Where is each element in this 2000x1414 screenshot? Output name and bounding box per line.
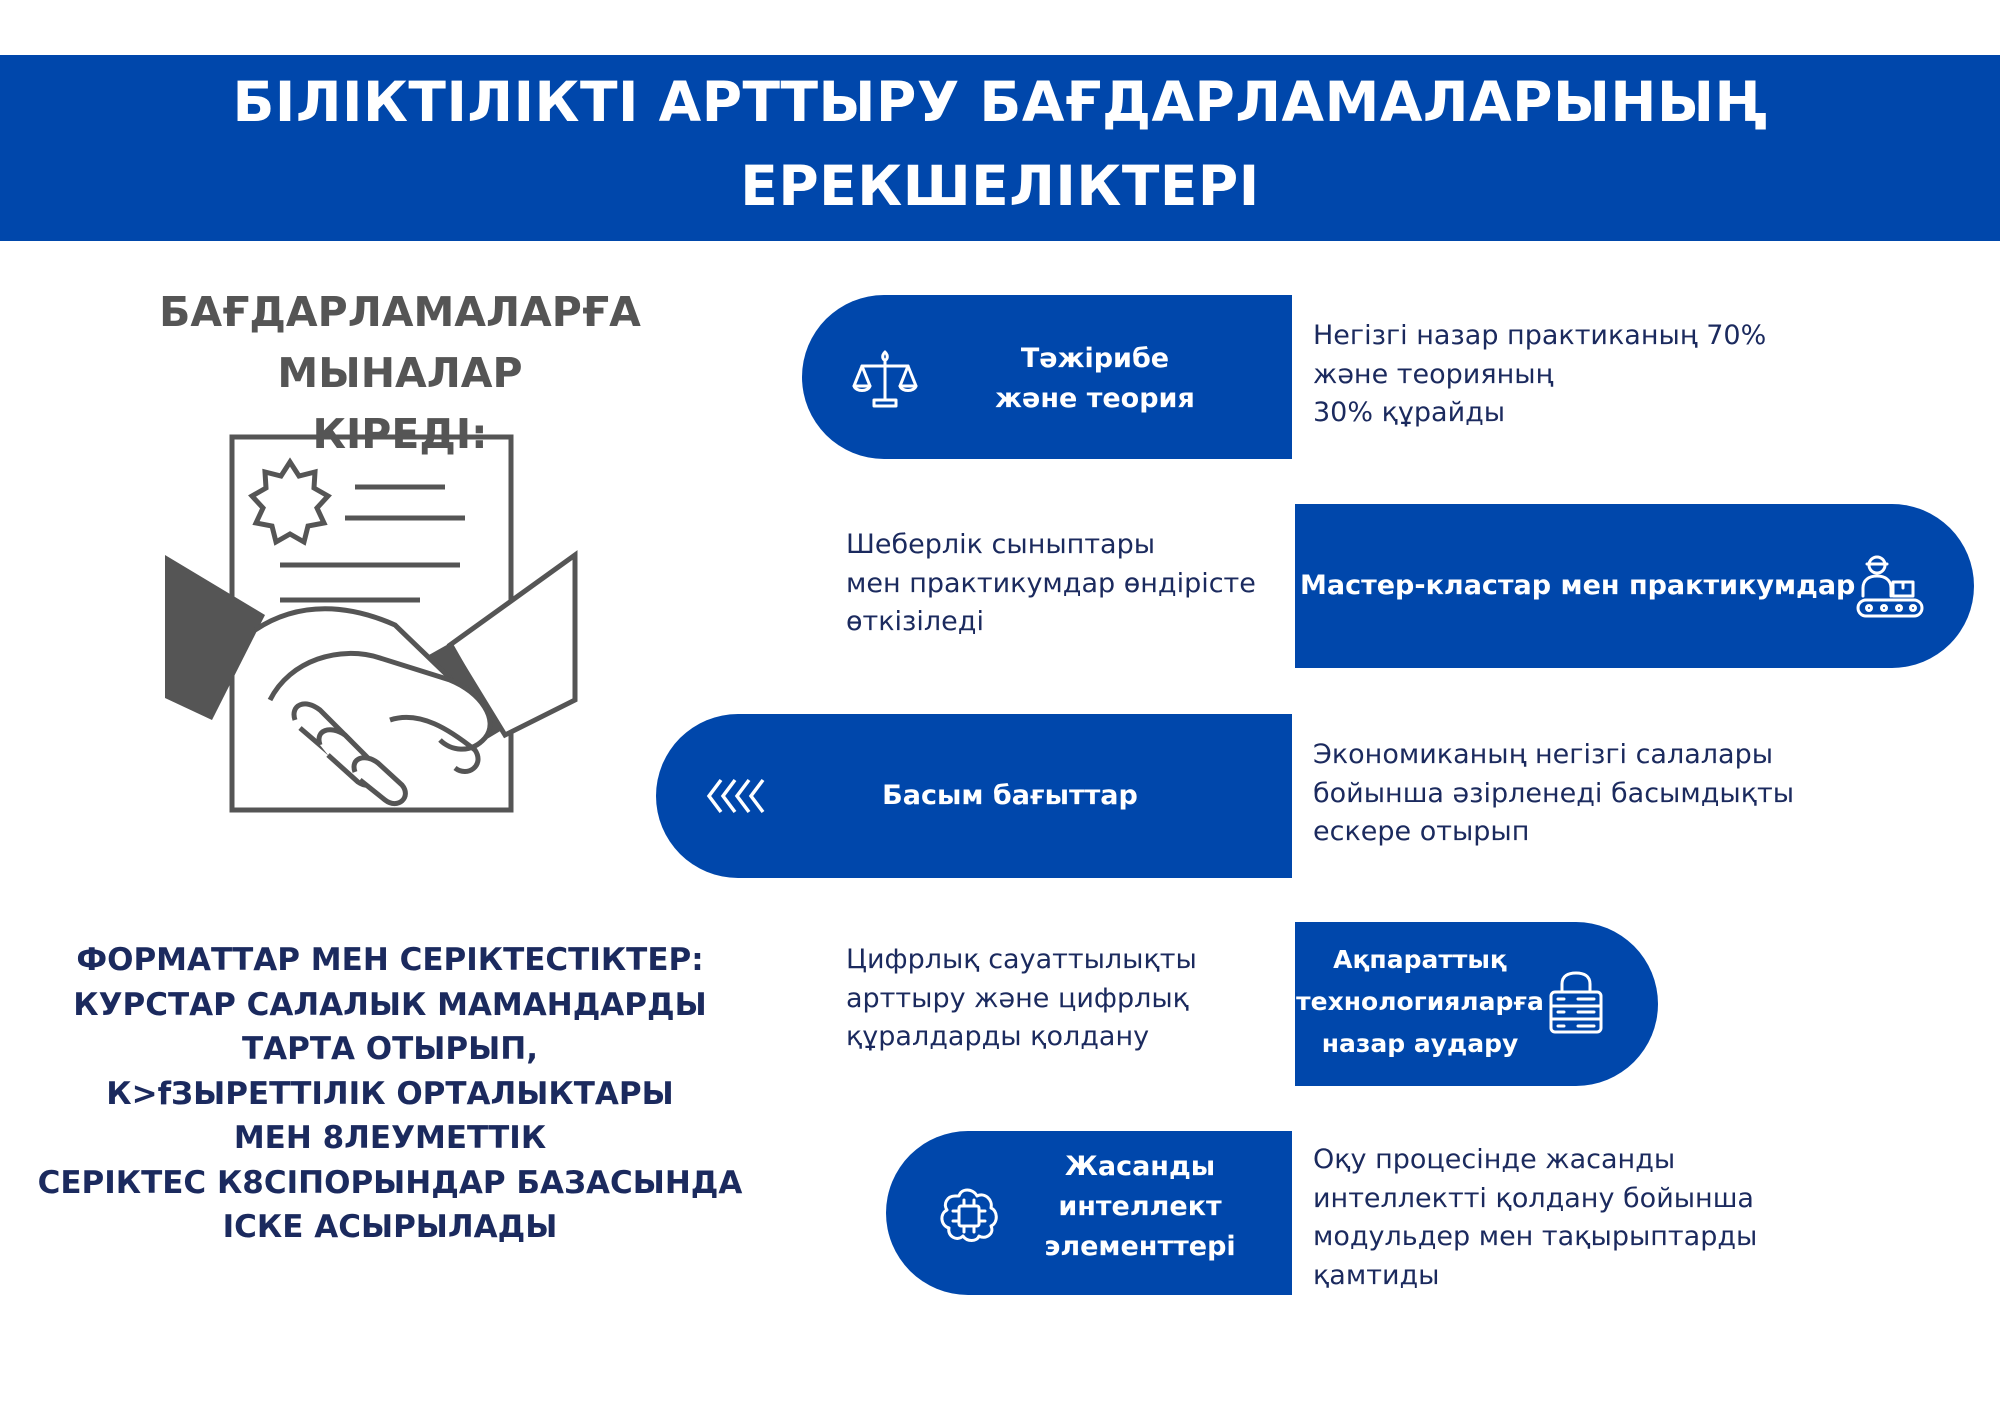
pill-it-focus-label: Ақпараттық технологияларға назар аудару (1296, 945, 1544, 1058)
handshake-contract-icon (150, 420, 590, 820)
section-heading-line-1: БАҒДАРЛАМАЛАРҒА МЫНАЛАР (159, 288, 641, 397)
title-line-1: БІЛІКТІЛІКТІ АРТТЫРУ БАҒДАРЛАМАЛАРЫНЫҢ (232, 70, 1768, 134)
worker-conveyor-icon (1855, 552, 1925, 624)
description-it-focus: Цифрлық сауаттылықты арттыру және цифрлық құралдарды қолдану (846, 944, 1197, 1052)
chevrons-left-icon (705, 776, 773, 816)
description-priority-directions: Экономиканың негізгі салалары бойынша әзірленеді басымдықты ескере отырып (1313, 739, 1795, 847)
pill-ai-elements-label: Жасанды интеллект элементтері (1044, 1151, 1236, 1262)
pill-master-classes-label: Мастер-кластар мен практикумдар (1300, 570, 1856, 601)
page-title (0, 60, 2000, 228)
ai-chip-icon (935, 1182, 1003, 1250)
title-line-2: ЕРЕКШЕЛІКТЕРІ (740, 154, 1260, 218)
description-master-classes: Шеберлік сыныптары мен практикумдар өндірісте өткізіледі (846, 529, 1256, 637)
description-practice-theory: Негізгі назар практиканың 70% және теорияның 30% құрайды (1313, 320, 1767, 428)
formats-partnerships-text: ФОРМАТТАР МЕН СЕРІКТЕСТІКТЕР: КУРСТАР САЛАЛЫК МАМАНДАРДЫ ТАРТА ОТЫРЫП, К>fЗЫРЕТТІЛІК ОРТАЛЫКТАРЫ МЕН 8ЛЕУМЕТТІК СЕРІКТЕС К8СІПОРЫНДАР БАЗАСЫНДА ІСКЕ АСЫРЫЛАДЫ (37, 942, 743, 1245)
server-lock-icon (1548, 970, 1604, 1036)
pill-priority-directions-label: Басым бағыттар (882, 780, 1138, 811)
section-heading-line-2: КІРЕДІ: (312, 410, 488, 458)
pill-practice-theory-label: Тәжірибе және теория (995, 343, 1195, 414)
scales-icon (850, 342, 920, 412)
description-ai-elements: Оқу процесінде жасанды интеллектті қолдану бойынша модульдер мен тақырыптарды қамтиды (1313, 1144, 1758, 1291)
